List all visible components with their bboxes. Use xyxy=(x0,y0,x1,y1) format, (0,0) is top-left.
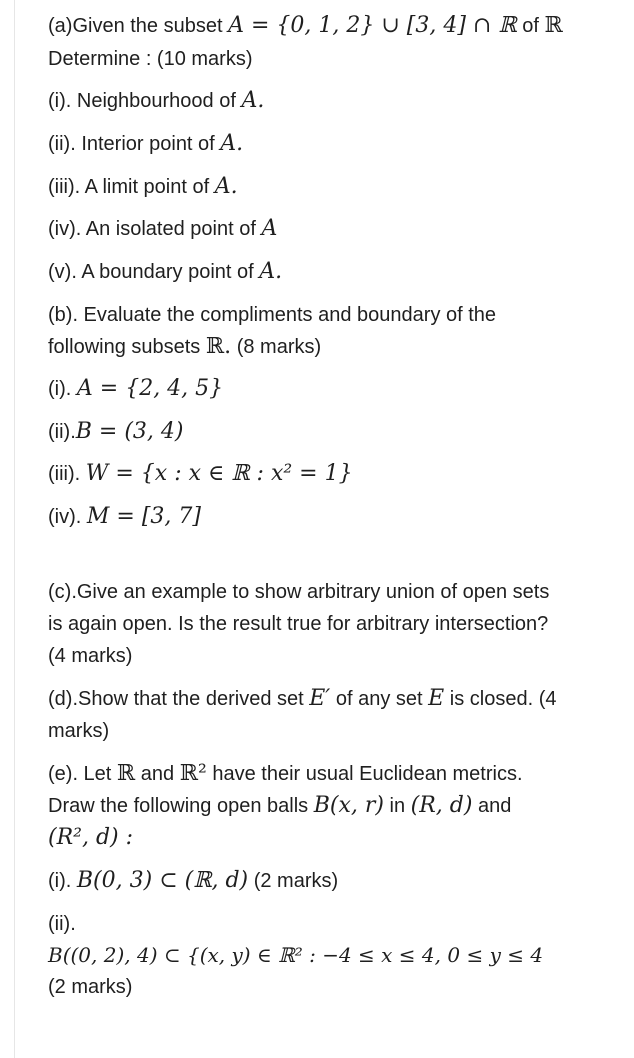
question-a-item-2 xyxy=(48,132,243,156)
question-e-reals-math: ℝ xyxy=(116,761,136,786)
item-math: A. xyxy=(259,259,283,284)
item-math: M = [3, 7] xyxy=(86,504,201,529)
question-a-line1 xyxy=(48,14,563,38)
item-label: (ii). xyxy=(48,913,76,935)
question-e-item-2-label xyxy=(48,912,76,936)
question-a-item-1 xyxy=(48,89,264,113)
item-label: (i). xyxy=(48,870,77,892)
question-b-line1 xyxy=(48,303,496,327)
item-label: (i). xyxy=(48,378,77,400)
question-d-derived-set-math: E′ xyxy=(309,686,331,711)
question-b-item-4 xyxy=(48,505,201,529)
question-e-item-2-marks xyxy=(48,975,132,999)
item-label: (iii). A limit point of xyxy=(48,176,215,198)
question-b-item-3 xyxy=(48,462,353,486)
question-e-text: (e). Let xyxy=(48,763,117,785)
item-label: (iv). An isolated point of xyxy=(48,218,262,240)
question-a-item-3 xyxy=(48,175,238,199)
question-d-line2 xyxy=(48,719,109,743)
question-e-reals2-math: ℝ² xyxy=(179,761,207,786)
item-label: (ii). xyxy=(48,421,76,443)
item-marks: (2 marks) xyxy=(248,870,339,892)
question-a-of-text: of xyxy=(516,15,545,37)
item-label: (iii). xyxy=(48,463,86,485)
question-b-item-2 xyxy=(48,420,184,444)
question-e-metrics-text: have their usual Euclidean metrics. xyxy=(206,763,523,785)
item-marks: (2 marks) xyxy=(48,976,133,998)
question-b-text: (b). Evaluate the compliments and boundary of the xyxy=(48,304,497,326)
question-c-line1 xyxy=(48,580,549,604)
question-a-item-4 xyxy=(48,217,277,241)
question-e-item-2-math xyxy=(48,943,543,969)
question-e-space2-math: (R², d) : xyxy=(48,825,134,850)
item-math: B(0, 3) ⊂ (ℝ, d) xyxy=(76,868,249,893)
question-e-line3 xyxy=(48,826,133,850)
question-d-marks: marks) xyxy=(48,720,110,742)
item-label: (v). A boundary point of xyxy=(48,261,260,283)
item-math: A = {2, 4, 5} xyxy=(76,376,224,401)
item-math: A. xyxy=(214,174,238,199)
question-b-subsets-text: following subsets xyxy=(48,336,206,358)
question-c-marks: (4 marks) xyxy=(48,645,133,667)
question-d-mid-text: of any set xyxy=(330,688,429,710)
question-e-draw-text: Draw the following open balls xyxy=(48,795,314,817)
item-math: B = (3, 4) xyxy=(75,419,184,444)
question-a-set-math: A = {0, 1, 2} ∪ [3, 4] ∩ ℝ xyxy=(228,13,517,38)
question-e-and2-text: and xyxy=(472,795,512,817)
question-d-text: (d).Show that the derived set xyxy=(48,688,310,710)
question-e-line2 xyxy=(48,794,511,818)
question-a-line2 xyxy=(48,47,253,71)
question-e-line1 xyxy=(48,762,523,786)
item-math: A xyxy=(261,216,278,241)
item-label: (i). Neighbourhood of xyxy=(48,90,242,112)
item-math: W = {x : x ∈ ℝ : x² = 1} xyxy=(85,461,353,486)
question-c-text: (c).Give an example to show arbitrary union of open sets xyxy=(48,581,550,603)
question-b-item-1 xyxy=(48,377,223,401)
question-e-space-math: (R, d) xyxy=(410,793,473,818)
item-math: A. xyxy=(241,88,265,113)
question-b-reals-math: ℝ. xyxy=(205,334,232,359)
question-e-and-text: and xyxy=(135,763,180,785)
question-d-set-math: E xyxy=(428,686,445,711)
question-b-marks: (8 marks) xyxy=(231,336,322,358)
question-d-closed-text: is closed. (4 xyxy=(444,688,557,710)
item-math: B((0, 2), 4) ⊂ {(x, y) ∈ ℝ² : −4 ≤ x ≤ 4, 0 ≤ y ≤ 4 xyxy=(48,943,544,967)
question-a-determine: Determine : (10 marks) xyxy=(48,48,253,70)
question-e-ball-math: B(x, r) xyxy=(313,793,384,818)
question-e-item-1 xyxy=(48,869,338,893)
question-e-in-text: in xyxy=(383,795,411,817)
item-math: A. xyxy=(220,131,244,156)
question-c-line2 xyxy=(48,612,548,636)
question-a-text: (a)Given the subset xyxy=(48,15,229,37)
question-a-item-5 xyxy=(48,260,282,284)
content-frame xyxy=(14,0,634,1058)
question-d-line1 xyxy=(48,687,556,711)
item-label: (ii). Interior point of xyxy=(48,133,221,155)
question-a-reals-math: ℝ xyxy=(544,13,563,38)
question-b-line2 xyxy=(48,335,321,359)
question-c-text-2: is again open. Is the result true for arbitrary intersection? xyxy=(48,613,549,635)
item-label: (iv). xyxy=(48,506,87,528)
question-c-line3 xyxy=(48,644,132,668)
